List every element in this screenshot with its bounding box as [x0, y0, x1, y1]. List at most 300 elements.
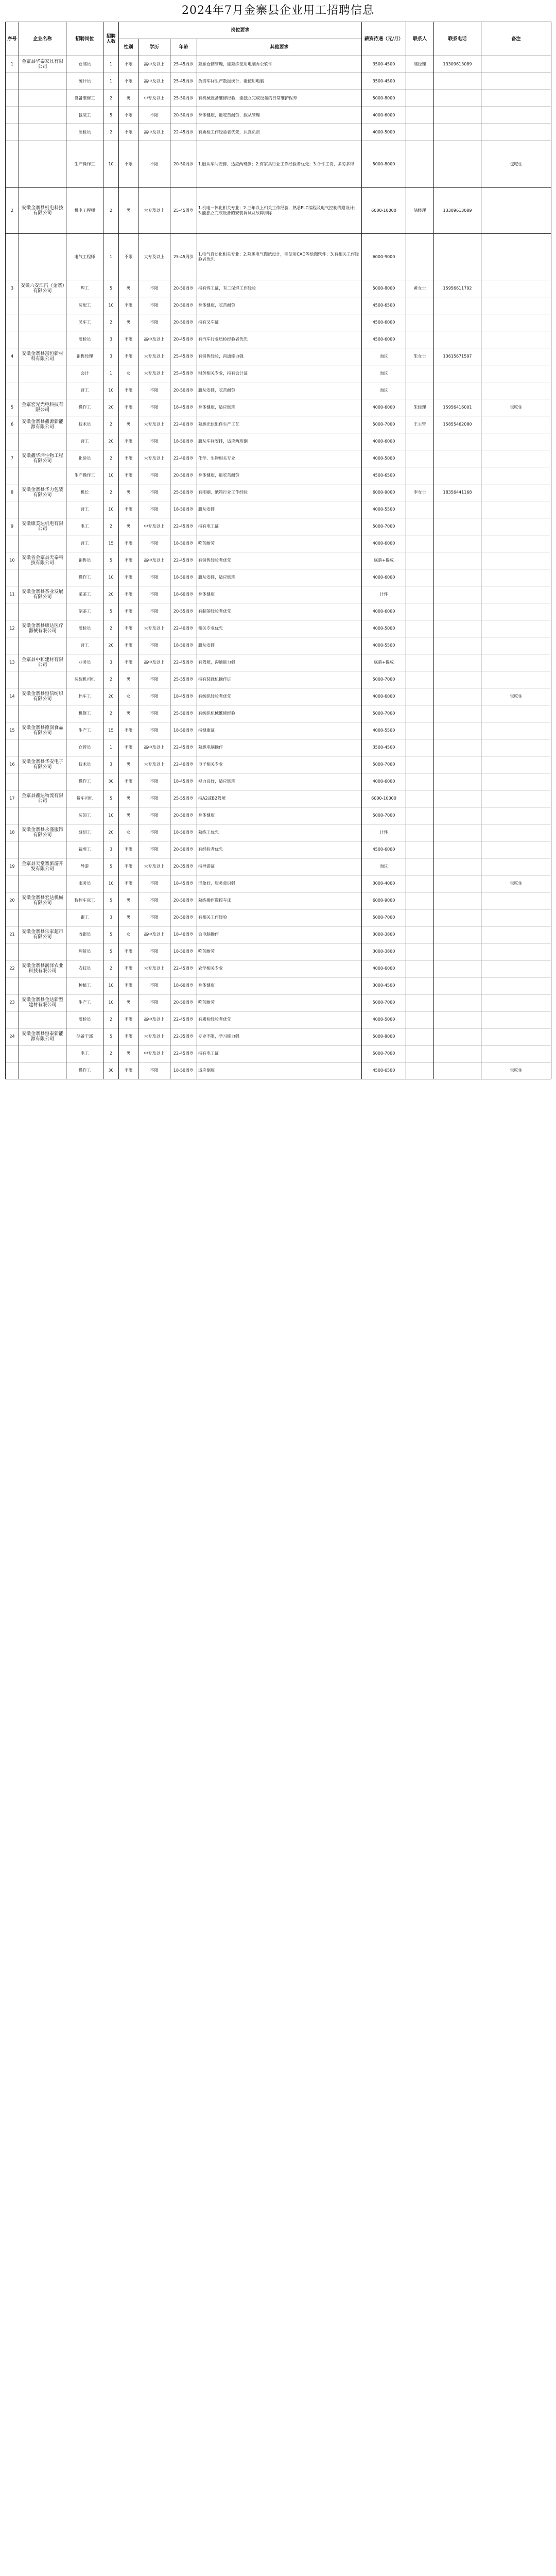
cell-gender: 不限 — [119, 107, 138, 124]
cell-education: 大专及以上 — [138, 858, 170, 875]
cell-salary: 5000-8000 — [362, 280, 406, 297]
cell-salary: 5000-7000 — [362, 807, 406, 824]
cell-age: 18-50周岁 — [170, 824, 197, 841]
header-gender: 性别 — [119, 39, 138, 56]
cell-count: 20 — [103, 688, 119, 705]
cell-gender: 不限 — [119, 433, 138, 450]
table-row — [6, 977, 551, 994]
cell-age: 25-45周岁 — [170, 365, 197, 382]
cell-count: 15 — [103, 535, 119, 552]
cell-count: 5 — [103, 943, 119, 960]
cell-contact — [406, 535, 434, 552]
cell-age: 18-50周岁 — [170, 433, 197, 450]
cell-company: 安徽金寨县富恒新材料有限公司 — [19, 348, 66, 365]
cell-remark: 包吃住 — [481, 688, 551, 705]
cell-phone — [434, 977, 481, 994]
cell-position: 操作工 — [66, 399, 103, 416]
cell-company — [19, 739, 66, 756]
cell-contact: 储经理 — [406, 56, 434, 73]
cell-company — [19, 977, 66, 994]
cell-gender: 不限 — [119, 858, 138, 875]
cell-phone — [434, 688, 481, 705]
cell-gender: 男 — [119, 756, 138, 773]
cell-position: 缝纫工 — [66, 824, 103, 841]
cell-seq: 14 — [6, 688, 19, 705]
table-row — [6, 467, 551, 484]
cell-remark — [481, 552, 551, 569]
cell-contact: 李女士 — [406, 484, 434, 501]
cell-phone — [434, 722, 481, 739]
cell-salary: 4000-6000 — [362, 433, 406, 450]
cell-company — [19, 331, 66, 348]
cell-age: 22-45周岁 — [170, 960, 197, 977]
cell-gender: 男 — [119, 188, 138, 234]
cell-gender: 女 — [119, 926, 138, 943]
cell-contact — [406, 824, 434, 841]
cell-phone: 18356441168 — [434, 484, 481, 501]
cell-requirements: 有相关工作经验 — [197, 909, 362, 926]
cell-gender: 不限 — [119, 501, 138, 518]
cell-education: 大专及以上 — [138, 620, 170, 637]
cell-company: 金寨县天堂寨旅游开发有限公司 — [19, 858, 66, 875]
cell-seq — [6, 141, 19, 188]
cell-age: 25-45周岁 — [170, 56, 197, 73]
cell-education: 中专及以上 — [138, 518, 170, 535]
table-row — [6, 858, 551, 875]
cell-seq — [6, 331, 19, 348]
cell-seq — [6, 977, 19, 994]
table-row — [6, 943, 551, 960]
cell-company: 金寨县中和建材有限公司 — [19, 654, 66, 671]
cell-company: 安徽金寨县恒信纺织有限公司 — [19, 688, 66, 705]
cell-requirements: 吃苦耐劳 — [197, 535, 362, 552]
cell-education: 中专及以上 — [138, 1045, 170, 1062]
cell-age: 20-50周岁 — [170, 841, 197, 858]
cell-seq — [6, 909, 19, 926]
cell-requirements: 身体健康，适应倒班 — [197, 399, 362, 416]
cell-requirements: 持有装载机操作证 — [197, 671, 362, 688]
cell-contact — [406, 518, 434, 535]
cell-age: 20-50周岁 — [170, 909, 197, 926]
cell-gender: 不限 — [119, 569, 138, 586]
cell-phone — [434, 535, 481, 552]
cell-position: 装配工 — [66, 297, 103, 314]
cell-seq — [6, 90, 19, 107]
cell-education: 不限 — [138, 875, 170, 892]
table-row — [6, 773, 551, 790]
cell-education: 高中及以上 — [138, 56, 170, 73]
cell-position: 采茶工 — [66, 586, 103, 603]
cell-seq — [6, 535, 19, 552]
cell-salary: 5000-7000 — [362, 705, 406, 722]
cell-position: 电工 — [66, 1045, 103, 1062]
cell-contact — [406, 450, 434, 467]
cell-seq — [6, 382, 19, 399]
cell-seq — [6, 124, 19, 141]
cell-phone — [434, 841, 481, 858]
cell-count: 3 — [103, 654, 119, 671]
cell-seq: 11 — [6, 586, 19, 603]
cell-education: 不限 — [138, 107, 170, 124]
cell-contact — [406, 501, 434, 518]
cell-salary: 面议 — [362, 382, 406, 399]
cell-position: 电工 — [66, 518, 103, 535]
cell-company — [19, 1062, 66, 1079]
cell-seq: 19 — [6, 858, 19, 875]
cell-age: 20-50周岁 — [170, 994, 197, 1011]
table-row — [6, 399, 551, 416]
cell-company — [19, 107, 66, 124]
cell-gender: 不限 — [119, 234, 138, 280]
cell-position: 生产操作工 — [66, 467, 103, 484]
cell-count: 1 — [103, 365, 119, 382]
cell-phone: 13615671597 — [434, 348, 481, 365]
cell-phone — [434, 1028, 481, 1045]
cell-age: 20-50周岁 — [170, 314, 197, 331]
cell-salary: 4000-6000 — [362, 960, 406, 977]
cell-phone — [434, 790, 481, 807]
cell-education: 中专及以上 — [138, 90, 170, 107]
cell-count: 3 — [103, 348, 119, 365]
cell-company — [19, 73, 66, 90]
cell-count: 20 — [103, 824, 119, 841]
cell-requirements: 相关专业优先 — [197, 620, 362, 637]
cell-count: 5 — [103, 107, 119, 124]
cell-salary: 4000-6000 — [362, 399, 406, 416]
cell-age: 25-45周岁 — [170, 348, 197, 365]
cell-contact — [406, 858, 434, 875]
table-row — [6, 552, 551, 569]
cell-contact — [406, 960, 434, 977]
cell-remark — [481, 234, 551, 280]
table-row — [6, 234, 551, 280]
cell-salary: 4000-5500 — [362, 637, 406, 654]
cell-phone — [434, 705, 481, 722]
cell-remark — [481, 773, 551, 790]
cell-phone — [434, 141, 481, 188]
cell-gender: 男 — [119, 671, 138, 688]
cell-position: 机修工 — [66, 705, 103, 722]
cell-company: 安徽省金寨县天泰科技有限公司 — [19, 552, 66, 569]
cell-age: 18-50周岁 — [170, 722, 197, 739]
cell-education: 不限 — [138, 603, 170, 620]
cell-gender: 不限 — [119, 875, 138, 892]
cell-gender: 不限 — [119, 450, 138, 467]
header-age: 年龄 — [170, 39, 197, 56]
cell-company: 安徽金寨县机电科技有限公司 — [19, 188, 66, 234]
cell-salary: 4500-6000 — [362, 841, 406, 858]
cell-company: 安徽金寨县金达新型建材有限公司 — [19, 994, 66, 1011]
table-row — [6, 297, 551, 314]
cell-company — [19, 671, 66, 688]
cell-age: 20-50周岁 — [170, 892, 197, 909]
cell-age: 22-45周岁 — [170, 518, 197, 535]
table-row — [6, 994, 551, 1011]
cell-phone — [434, 234, 481, 280]
cell-phone — [434, 365, 481, 382]
cell-position: 服务员 — [66, 875, 103, 892]
cell-education: 不限 — [138, 467, 170, 484]
cell-salary: 5000-7000 — [362, 756, 406, 773]
cell-education: 大专及以上 — [138, 1028, 170, 1045]
cell-salary: 4000-6000 — [362, 773, 406, 790]
cell-requirements: 有销售经验者优先 — [197, 552, 362, 569]
cell-contact — [406, 994, 434, 1011]
cell-salary: 3000-3800 — [362, 926, 406, 943]
table-row — [6, 688, 551, 705]
cell-contact: 王主管 — [406, 416, 434, 433]
cell-salary: 5000-8000 — [362, 141, 406, 188]
cell-count: 2 — [103, 518, 119, 535]
cell-remark — [481, 739, 551, 756]
cell-age: 22-40周岁 — [170, 620, 197, 637]
cell-salary: 面议 — [362, 365, 406, 382]
table-row — [6, 960, 551, 977]
cell-remark — [481, 790, 551, 807]
cell-seq: 20 — [6, 892, 19, 909]
cell-contact — [406, 977, 434, 994]
table-row — [6, 875, 551, 892]
cell-remark — [481, 586, 551, 603]
cell-salary: 3500-4500 — [362, 739, 406, 756]
cell-phone — [434, 107, 481, 124]
cell-salary: 底薪+提成 — [362, 654, 406, 671]
cell-gender: 不限 — [119, 399, 138, 416]
cell-salary: 4000-5500 — [362, 722, 406, 739]
cell-contact — [406, 875, 434, 892]
cell-gender: 不限 — [119, 722, 138, 739]
cell-seq — [6, 1062, 19, 1079]
cell-count: 5 — [103, 892, 119, 909]
cell-salary: 6000-9000 — [362, 484, 406, 501]
cell-phone — [434, 773, 481, 790]
cell-contact — [406, 926, 434, 943]
cell-count: 10 — [103, 977, 119, 994]
cell-requirements: 化学、生物相关专业 — [197, 450, 362, 467]
cell-salary: 5000-8000 — [362, 90, 406, 107]
cell-salary: 5000-7000 — [362, 416, 406, 433]
cell-age: 18-45周岁 — [170, 688, 197, 705]
cell-remark — [481, 535, 551, 552]
table-row — [6, 790, 551, 807]
cell-position: 普工 — [66, 433, 103, 450]
table-row — [6, 569, 551, 586]
table-row — [6, 501, 551, 518]
cell-contact — [406, 1045, 434, 1062]
cell-count: 10 — [103, 807, 119, 824]
cell-count: 5 — [103, 552, 119, 569]
cell-contact — [406, 705, 434, 722]
cell-age: 18-45周岁 — [170, 773, 197, 790]
cell-contact — [406, 671, 434, 688]
cell-seq: 22 — [6, 960, 19, 977]
cell-age: 20-55周岁 — [170, 603, 197, 620]
cell-gender: 不限 — [119, 552, 138, 569]
cell-phone — [434, 637, 481, 654]
cell-contact — [406, 90, 434, 107]
cell-age: 22-35周岁 — [170, 1028, 197, 1045]
header-contact: 联系人 — [406, 22, 434, 56]
table-row — [6, 739, 551, 756]
cell-education: 高中及以上 — [138, 331, 170, 348]
table-row — [6, 722, 551, 739]
cell-count: 2 — [103, 416, 119, 433]
table-row — [6, 926, 551, 943]
table-row — [6, 705, 551, 722]
cell-position: 业务员 — [66, 654, 103, 671]
cell-contact — [406, 569, 434, 586]
cell-education: 高中及以上 — [138, 1011, 170, 1028]
cell-count: 10 — [103, 382, 119, 399]
cell-position: 农技员 — [66, 960, 103, 977]
cell-requirements: 负责车间生产数据统计，能使用电脑 — [197, 73, 362, 90]
cell-requirements: 有汽车行业质检经验者优先 — [197, 331, 362, 348]
table-row — [6, 90, 551, 107]
cell-salary: 4000-6000 — [362, 688, 406, 705]
cell-salary: 4500-6500 — [362, 1062, 406, 1079]
cell-salary: 4000-5000 — [362, 450, 406, 467]
table-row — [6, 518, 551, 535]
cell-education: 不限 — [138, 688, 170, 705]
cell-salary: 6000-9000 — [362, 892, 406, 909]
cell-salary: 6000-9000 — [362, 234, 406, 280]
cell-age: 25-45周岁 — [170, 234, 197, 280]
cell-requirements: 熟悉电脑操作 — [197, 739, 362, 756]
cell-remark — [481, 926, 551, 943]
cell-company: 安徽金寨县宏达机械有限公司 — [19, 892, 66, 909]
cell-salary: 3500-4500 — [362, 56, 406, 73]
cell-contact — [406, 722, 434, 739]
cell-education: 不限 — [138, 892, 170, 909]
cell-company: 安徽金寨县乐家超市有限公司 — [19, 926, 66, 943]
cell-education: 不限 — [138, 314, 170, 331]
cell-salary: 4000-6000 — [362, 603, 406, 620]
cell-remark — [481, 501, 551, 518]
cell-salary: 3000-3800 — [362, 943, 406, 960]
cell-education: 不限 — [138, 569, 170, 586]
cell-count: 20 — [103, 433, 119, 450]
cell-position: 导游 — [66, 858, 103, 875]
cell-company: 安徽金寨县永盛服饰有限公司 — [19, 824, 66, 841]
cell-position: 货车司机 — [66, 790, 103, 807]
table-row — [6, 756, 551, 773]
header-count: 招聘人数 — [103, 22, 119, 56]
cell-position: 普工 — [66, 501, 103, 518]
cell-gender: 男 — [119, 416, 138, 433]
cell-remark — [481, 637, 551, 654]
cell-count: 20 — [103, 586, 119, 603]
cell-position: 化验员 — [66, 450, 103, 467]
cell-gender: 不限 — [119, 773, 138, 790]
cell-education: 不限 — [138, 909, 170, 926]
cell-company — [19, 603, 66, 620]
cell-phone — [434, 909, 481, 926]
cell-remark — [481, 654, 551, 671]
cell-requirements: 有纺织经验者优先 — [197, 688, 362, 705]
cell-contact — [406, 1062, 434, 1079]
cell-phone — [434, 943, 481, 960]
table-row — [6, 365, 551, 382]
cell-gender: 男 — [119, 314, 138, 331]
cell-contact — [406, 124, 434, 141]
cell-education: 不限 — [138, 501, 170, 518]
table-row — [6, 56, 551, 73]
cell-salary: 5000-7000 — [362, 994, 406, 1011]
cell-company — [19, 841, 66, 858]
cell-remark: 包吃住 — [481, 141, 551, 188]
cell-contact — [406, 141, 434, 188]
cell-remark — [481, 722, 551, 739]
cell-gender: 男 — [119, 1045, 138, 1062]
table-row — [6, 603, 551, 620]
cell-seq: 7 — [6, 450, 19, 467]
cell-company: 安徽金寨县茶业发展有限公司 — [19, 586, 66, 603]
cell-position: 普工 — [66, 535, 103, 552]
cell-phone — [434, 467, 481, 484]
cell-requirements: 身体健康 — [197, 977, 362, 994]
table-row — [6, 807, 551, 824]
header-company: 企业名称 — [19, 22, 66, 56]
cell-remark — [481, 314, 551, 331]
cell-count: 2 — [103, 671, 119, 688]
cell-company — [19, 807, 66, 824]
cell-remark — [481, 484, 551, 501]
cell-requirements: 吃苦耐劳 — [197, 943, 362, 960]
cell-phone — [434, 858, 481, 875]
cell-company — [19, 569, 66, 586]
cell-company — [19, 124, 66, 141]
cell-phone — [434, 620, 481, 637]
cell-phone — [434, 892, 481, 909]
cell-count: 5 — [103, 1028, 119, 1045]
cell-age: 25-45周岁 — [170, 73, 197, 90]
table-row — [6, 280, 551, 297]
cell-requirements: 熟悉光伏组件生产工艺 — [197, 416, 362, 433]
cell-education: 不限 — [138, 399, 170, 416]
cell-salary: 3500-4500 — [362, 73, 406, 90]
cell-requirements: 适应倒班 — [197, 1062, 362, 1079]
cell-education: 不限 — [138, 382, 170, 399]
cell-company — [19, 875, 66, 892]
cell-seq — [6, 739, 19, 756]
cell-contact — [406, 620, 434, 637]
cell-requirements: 农学相关专业 — [197, 960, 362, 977]
table-row — [6, 535, 551, 552]
cell-education: 大专及以上 — [138, 756, 170, 773]
table-row — [6, 382, 551, 399]
cell-salary: 4000-5000 — [362, 1011, 406, 1028]
cell-seq — [6, 501, 19, 518]
cell-requirements: 熟练操作数控车床 — [197, 892, 362, 909]
cell-requirements: 持A2或B2驾照 — [197, 790, 362, 807]
cell-remark: 包吃住 — [481, 875, 551, 892]
cell-education: 高中及以上 — [138, 73, 170, 90]
cell-remark — [481, 416, 551, 433]
cell-remark — [481, 450, 551, 467]
cell-position: 操作工 — [66, 569, 103, 586]
cell-seq: 12 — [6, 620, 19, 637]
cell-phone — [434, 603, 481, 620]
cell-phone — [434, 297, 481, 314]
cell-count: 2 — [103, 314, 119, 331]
cell-age: 18-50周岁 — [170, 569, 197, 586]
cell-contact — [406, 909, 434, 926]
cell-requirements: 服从车间安排，适应两班倒 — [197, 433, 362, 450]
cell-salary: 6000-10000 — [362, 188, 406, 234]
cell-phone — [434, 433, 481, 450]
cell-count: 2 — [103, 484, 119, 501]
cell-company: 安徽金寨县华安电子有限公司 — [19, 756, 66, 773]
